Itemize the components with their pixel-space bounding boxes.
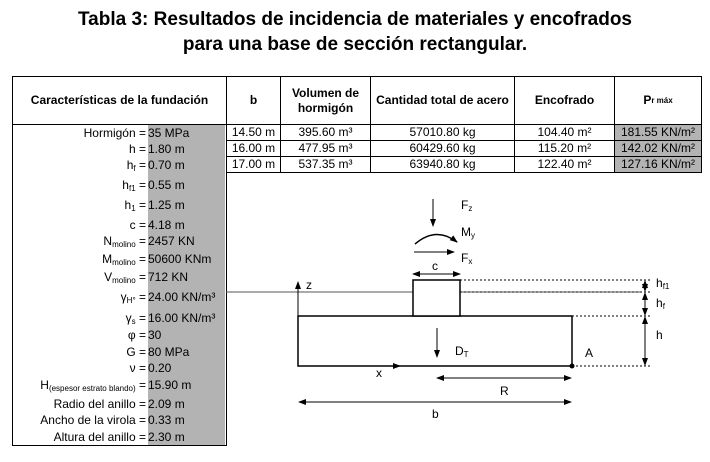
label-hf1: hf1 <box>656 276 670 291</box>
property-value: 0.20 <box>148 361 172 375</box>
property-label-main: ν <box>129 361 136 375</box>
cell-acero: 63940.80 kg <box>370 156 515 173</box>
property-label-main: M <box>102 252 113 266</box>
property-label: $M_{molino}$ = <box>102 252 146 267</box>
property-value: 35 MPa <box>148 126 190 140</box>
property-label-sub: f <box>133 164 136 173</box>
property-value: 1.80 m <box>148 142 185 156</box>
header-acero: Cantidad total de acero <box>370 76 515 125</box>
property-value: 16.00 KN/m³ <box>148 311 216 325</box>
property-label: φ = <box>127 328 146 342</box>
property-label: $V_{molino}$ = <box>104 270 146 285</box>
cell-vol: 477.95 m³ <box>280 140 371 157</box>
property-label: $h_f$ = <box>126 158 146 173</box>
label-r: R <box>500 384 509 398</box>
header-pr-main: P <box>643 93 652 107</box>
header-encofrado: Encofrado <box>514 76 615 125</box>
property-label-main: γ <box>120 290 127 304</box>
property-label-main: h <box>122 178 129 192</box>
property-label-main: c <box>129 218 136 232</box>
property-value: 15.90 m <box>148 378 192 392</box>
property-label: $\gamma_{H^\circ}$ = <box>120 290 146 305</box>
property-label: Altura del anillo = <box>53 430 146 444</box>
cell-b: 14.50 m <box>226 124 281 141</box>
property-value: 30 <box>148 328 162 342</box>
label-fz: Fz <box>461 198 473 213</box>
cell-pr: 142.02 KN/m² <box>614 140 702 157</box>
property-label: Ancho de la virola = <box>40 413 146 427</box>
property-value: 0.70 m <box>148 158 185 172</box>
property-value: 0.33 m <box>148 413 185 427</box>
property-label: $h_1$ = <box>124 198 146 213</box>
property-label: h = <box>128 142 146 156</box>
cell-acero: 57010.80 kg <box>370 124 515 141</box>
property-value: 24.00 KN/m³ <box>148 290 216 304</box>
property-value: 2.30 m <box>148 430 185 444</box>
table-title-line1: Tabla 3: Resultados de incidencia de materiales y encofrados <box>77 9 632 30</box>
property-label-sub: molino <box>112 240 136 249</box>
property-label-main: h <box>128 142 136 156</box>
property-label: $N_{molino}$ = <box>103 234 146 249</box>
label-b: b <box>432 407 439 421</box>
property-label-main: Altura del anillo <box>53 430 136 444</box>
property-value: 712 KN <box>148 270 189 284</box>
property-label-main: γ <box>125 311 132 325</box>
header-caracteristicas: Características de la fundación <box>12 76 227 125</box>
label-fx: Fx <box>461 251 473 266</box>
property-label-main: h <box>124 198 132 212</box>
table-title-line2: para una base de sección rectangular. <box>182 34 528 55</box>
property-value: 50600 KNm <box>148 252 212 266</box>
property-value: 4.18 m <box>148 218 185 232</box>
property-value: 80 MPa <box>148 345 190 359</box>
label-dt: DT <box>455 344 469 359</box>
label-h: h <box>656 328 663 342</box>
property-label-sub: (espesor estrato blando) <box>48 384 136 393</box>
property-label-main: Radio del anillo <box>53 397 136 411</box>
cell-pr: 181.55 KN/m² <box>614 124 702 141</box>
pedestal <box>413 280 460 316</box>
label-hf: hf <box>656 296 665 311</box>
property-label: $h_{f1}$ = <box>122 178 146 193</box>
property-label-main: h <box>126 158 134 172</box>
property-value: 1.25 m <box>148 198 185 212</box>
cell-enc: 104.40 m² <box>514 124 615 141</box>
label-z: z <box>306 278 312 292</box>
property-label: ν = <box>129 361 146 375</box>
header-pr-sub: r máx <box>651 96 673 105</box>
property-label-sub: molino <box>112 276 136 285</box>
header-b: b <box>226 76 281 125</box>
property-label-sub: 1 <box>131 204 136 213</box>
property-label-sub: molino <box>112 258 136 267</box>
property-label: $H_{(espesor estrato blando)}$ = <box>40 378 146 393</box>
label-my: My <box>461 225 475 240</box>
property-label: Hormigón = <box>83 126 146 140</box>
cell-acero: 60429.60 kg <box>370 140 515 157</box>
label-c: c <box>432 259 438 273</box>
property-label-main: N <box>103 234 113 248</box>
property-label-main: Ancho de la virola <box>40 413 136 427</box>
property-label-sub: s <box>131 317 136 326</box>
cell-vol: 395.60 m³ <box>280 124 371 141</box>
my-arrow <box>415 234 457 244</box>
property-label-sub: H° <box>126 296 136 305</box>
property-label-sub: f1 <box>128 184 136 193</box>
cell-enc: 115.20 m² <box>514 140 615 157</box>
property-label: $\gamma_s$ = <box>125 311 146 326</box>
property-value: 2457 KN <box>148 234 195 248</box>
property-label-main: G <box>126 345 136 359</box>
label-a: A <box>585 346 594 360</box>
property-label-main: H <box>40 378 49 392</box>
point-a <box>570 364 575 369</box>
property-value: 0.55 m <box>148 178 185 192</box>
base-rectangle <box>298 316 572 366</box>
property-value: 2.09 m <box>148 397 185 411</box>
property-label-main: V <box>104 270 113 284</box>
header-volumen: Volumen de hormigón <box>280 76 371 125</box>
cell-enc: 122.40 m² <box>514 156 615 173</box>
label-x: x <box>376 366 382 380</box>
cell-b: 17.00 m <box>226 156 281 173</box>
property-label-main: Hormigón <box>83 126 136 140</box>
property-label: G = <box>126 345 146 359</box>
property-label: Radio del anillo = <box>53 397 146 411</box>
cell-b: 16.00 m <box>226 140 281 157</box>
cell-pr: 127.16 KN/m² <box>614 156 702 173</box>
property-label: c = <box>129 218 146 232</box>
property-label-main: φ <box>127 328 136 342</box>
cell-vol: 537.35 m³ <box>280 156 371 173</box>
